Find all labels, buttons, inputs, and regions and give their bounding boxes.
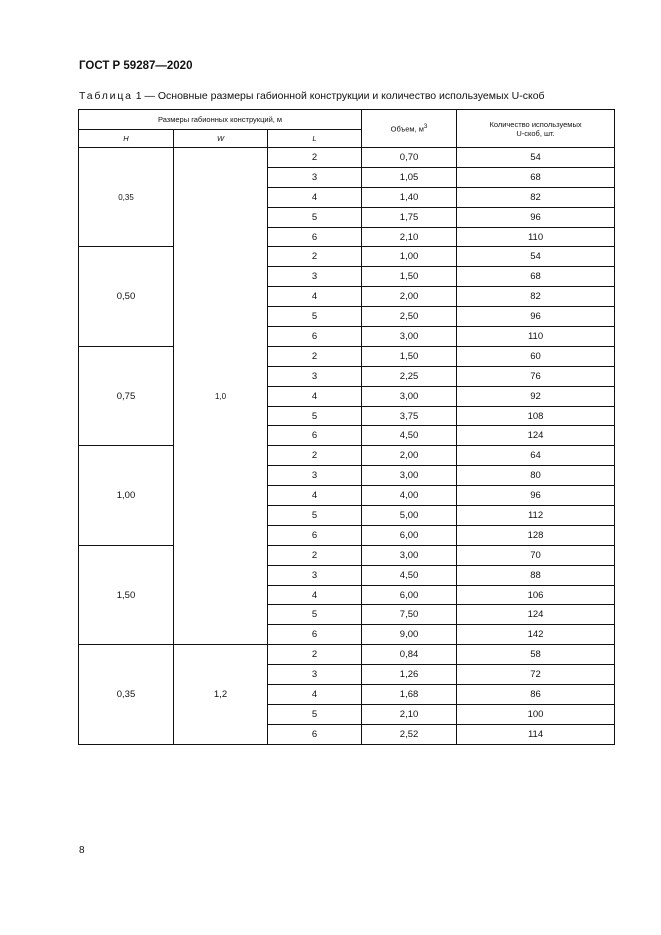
gabion-dimensions-table (78, 109, 615, 745)
length-cell: 6 (268, 625, 362, 645)
count-cell: 88 (457, 565, 615, 585)
count-cell: 72 (457, 665, 615, 685)
count-cell: 96 (457, 307, 615, 327)
length-cell: 3 (268, 565, 362, 585)
volume-cell: 9,00 (362, 625, 457, 645)
volume-cell: 1,00 (362, 247, 457, 267)
volume-cell: 4,50 (362, 426, 457, 446)
count-header-line-1: Количество используемых (489, 119, 582, 129)
length-cell: 3 (268, 665, 362, 685)
volume-cell: 1,26 (362, 665, 457, 685)
height-cell: 0,75 (79, 346, 174, 445)
height-column-header: H (79, 130, 174, 148)
volume-cell: 1,75 (362, 207, 457, 227)
count-cell: 54 (457, 148, 615, 168)
volume-cell: 2,52 (362, 724, 457, 744)
length-cell: 4 (268, 287, 362, 307)
table-row (79, 247, 615, 267)
volume-cell: 3,00 (362, 545, 457, 565)
volume-cell: 3,00 (362, 327, 457, 347)
length-cell: 3 (268, 167, 362, 187)
count-cell: 124 (457, 605, 615, 625)
length-cell: 6 (268, 327, 362, 347)
document-standard-header: ГОСТ Р 59287—2020 (79, 60, 193, 72)
height-cell: 0,50 (79, 247, 174, 346)
volume-cell: 0,84 (362, 645, 457, 665)
length-cell: 4 (268, 685, 362, 705)
volume-cell: 6,00 (362, 585, 457, 605)
count-cell: 70 (457, 545, 615, 565)
count-cell: 110 (457, 227, 615, 247)
table-row (79, 346, 615, 366)
caption-label: Таблица (79, 90, 133, 102)
volume-cell: 2,10 (362, 227, 457, 247)
count-cell: 68 (457, 267, 615, 287)
count-cell: 54 (457, 247, 615, 267)
volume-cell: 1,05 (362, 167, 457, 187)
length-cell: 6 (268, 426, 362, 446)
volume-cell: 7,50 (362, 605, 457, 625)
count-cell: 96 (457, 486, 615, 506)
length-cell: 2 (268, 645, 362, 665)
length-cell: 6 (268, 724, 362, 744)
height-cell: 1,00 (79, 446, 174, 545)
volume-cell: 2,00 (362, 287, 457, 307)
count-cell: 76 (457, 366, 615, 386)
volume-column-header (362, 110, 457, 148)
table-row (79, 645, 615, 665)
length-cell: 4 (268, 585, 362, 605)
dimensions-group-header: Размеры габионных конструкций, м (79, 110, 362, 130)
length-cell: 6 (268, 525, 362, 545)
count-cell: 64 (457, 446, 615, 466)
count-cell: 82 (457, 287, 615, 307)
count-cell: 110 (457, 327, 615, 347)
volume-header-label: Объем, м (390, 124, 424, 134)
caption-text: — Основные размеры габионной конструкции и количество используемых U-скоб (141, 90, 545, 102)
volume-cell: 2,10 (362, 704, 457, 724)
count-cell: 114 (457, 724, 615, 744)
width-column-header: W (174, 130, 268, 148)
table-body (79, 148, 615, 745)
length-cell: 3 (268, 466, 362, 486)
count-cell: 60 (457, 346, 615, 366)
table-row (79, 446, 615, 466)
volume-cell: 2,00 (362, 446, 457, 466)
count-cell: 128 (457, 525, 615, 545)
volume-cell: 4,50 (362, 565, 457, 585)
table-caption (79, 90, 545, 102)
length-cell: 5 (268, 207, 362, 227)
table-row (79, 148, 615, 168)
length-cell: 2 (268, 247, 362, 267)
length-cell: 4 (268, 386, 362, 406)
length-column-header: L (268, 130, 362, 148)
volume-header-superscript: 3 (423, 123, 428, 131)
count-cell: 80 (457, 466, 615, 486)
count-cell: 100 (457, 704, 615, 724)
length-cell: 3 (268, 366, 362, 386)
count-cell: 82 (457, 187, 615, 207)
volume-cell: 1,40 (362, 187, 457, 207)
volume-cell: 2,25 (362, 366, 457, 386)
caption-number: 1 (135, 90, 142, 102)
length-cell: 5 (268, 605, 362, 625)
height-cell: 1,50 (79, 545, 174, 644)
length-cell: 5 (268, 704, 362, 724)
volume-cell: 5,00 (362, 506, 457, 526)
length-cell: 5 (268, 307, 362, 327)
volume-cell: 6,00 (362, 525, 457, 545)
volume-cell: 3,75 (362, 406, 457, 426)
count-cell: 58 (457, 645, 615, 665)
height-cell: 0,35 (79, 645, 174, 744)
page-number: 8 (79, 845, 85, 856)
volume-cell: 2,50 (362, 307, 457, 327)
count-cell: 86 (457, 685, 615, 705)
length-cell: 5 (268, 506, 362, 526)
width-cell: 1,0 (174, 148, 268, 645)
volume-cell: 3,00 (362, 386, 457, 406)
count-header-line-2: U-скоб, шт. (516, 128, 555, 138)
volume-cell: 0,70 (362, 148, 457, 168)
height-cell: 0,35 (79, 148, 174, 247)
length-cell: 4 (268, 187, 362, 207)
count-column-header (457, 110, 615, 148)
count-cell: 106 (457, 585, 615, 605)
length-cell: 2 (268, 446, 362, 466)
length-cell: 5 (268, 406, 362, 426)
count-cell: 68 (457, 167, 615, 187)
count-cell: 92 (457, 386, 615, 406)
count-cell: 142 (457, 625, 615, 645)
volume-cell: 1,50 (362, 346, 457, 366)
length-cell: 2 (268, 346, 362, 366)
count-cell: 96 (457, 207, 615, 227)
count-cell: 108 (457, 406, 615, 426)
length-cell: 3 (268, 267, 362, 287)
length-cell: 2 (268, 148, 362, 168)
length-cell: 4 (268, 486, 362, 506)
volume-cell: 3,00 (362, 466, 457, 486)
volume-cell: 1,50 (362, 267, 457, 287)
length-cell: 6 (268, 227, 362, 247)
table-row (79, 545, 615, 565)
width-cell: 1,2 (174, 645, 268, 744)
count-cell: 112 (457, 506, 615, 526)
length-cell: 2 (268, 545, 362, 565)
volume-cell: 4,00 (362, 486, 457, 506)
count-cell: 124 (457, 426, 615, 446)
volume-cell: 1,68 (362, 685, 457, 705)
